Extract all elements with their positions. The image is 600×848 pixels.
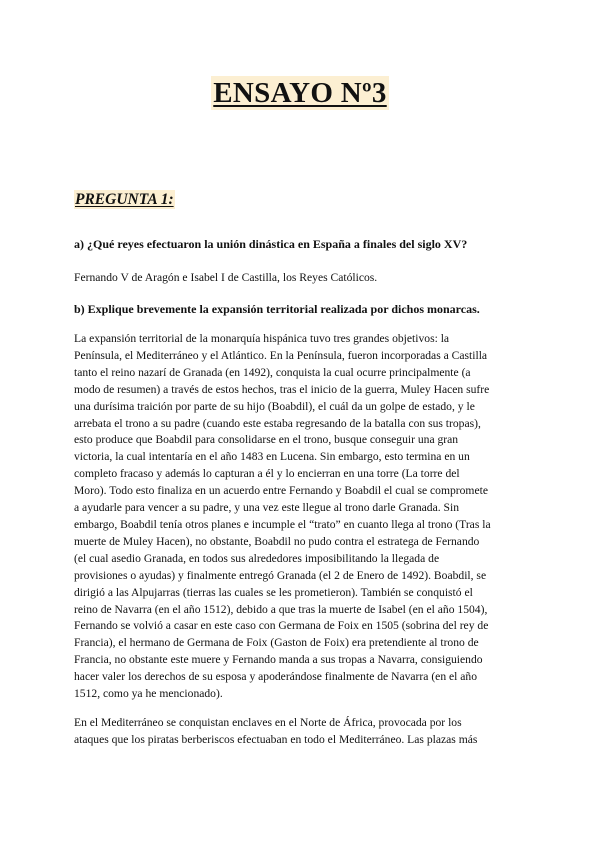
paragraph-line: provisiones o ayudas) y finalmente entregó Granada (el 2 de Enero de 1492). Boabdil, se [74,568,487,582]
paragraph-line: completo fracaso y además lo capturan a él y lo encierran en una torre (La torre del [74,467,460,481]
paragraph-line: Moro). Todo esto finaliza en un acuerdo entre Fernando y Boabdil el cual se compromete [74,484,488,498]
answer-a [74,270,536,287]
paragraph-line: 1512, como ya he mencionado). [74,687,223,701]
answer-b-paragraph-2 [74,715,536,749]
paragraph-line: Península, el Mediterráneo y el Atlántico. En la Península, fueron incorporadas a Castilla [74,348,488,362]
answer-a-text: Fernando V de Aragón e Isabel I de Castilla, los Reyes Católicos. [74,271,378,284]
question-a: a) ¿Qué reyes efectuaron la unión dinástica en España a finales del siglo XV? [74,237,468,251]
paragraph-line: dirigió a las Alpujarras (tierras las cuales se les prometieron). También se conquistó el [74,585,473,599]
paragraph-line: Fernando se volvió a casar en este caso con Germana de Foix en 1505 (sobrina del rey de [74,619,489,633]
paragraph-line: ataques que los piratas berberiscos efectuaban en todo el Mediterráneo. Las plazas más [74,732,478,746]
paragraph-line: reino de Navarra (en el año 1512), debido a que tras la muerte de Isabel (en el año 1504), [74,602,488,616]
essay-title-wrapper [0,76,600,110]
paragraph-line: victoria, la cual intentaría en el año 1483 en Lucena. Sin embargo, esto termina en un [74,450,470,464]
paragraph-line: En el Mediterráneo se conquistan enclaves en el Norte de África, provocada por los [74,716,462,729]
paragraph-line: Francia, no obstante este muere y Fernando manda a sus tropas a Navarra, consiguiendo [74,653,483,667]
essay-title: ENSAYO Nº3 [213,77,387,109]
paragraph-line: muerte de Muley Hacen), no obstante, Boabdil no pudo contra el estratega de Fernando [74,534,480,548]
paragraph-line: Francia), el hermano de Germana de Foix (Gaston de Foix) era pretendiente al trono de [74,636,479,650]
paragraph-line: hacer valer los derechos de su esposa y apoderándose finalmente de Navarra (en el año [74,670,478,684]
paragraph-line: modo de resumen) a través de estos hechos, tras el inicio de la guerra, Muley Hacen sufre [74,382,490,396]
paragraph-line: a ayudarle para vencer a su padre, y una vez este llegue al trono darle Granada. Sin [74,501,459,515]
paragraph-line: tanto el reino nazarí de Granada (en 1492), conquista la cual ocurre principalmente (a [74,365,471,379]
paragraph-line: arrebata el trono a su padre (cuando este estaba regresando de la batalla con sus tropas), [74,416,481,430]
paragraph-line: (el cual asedio Granada, en todos sus alrededores imposibilitando la llegada de [74,551,440,565]
paragraph-line: embargo, Boabdil tenía otros planes e incumple el “trato” en cuanto llega al trono (Tras la [74,517,491,531]
paragraph-line: una durísima traición por parte de su hijo (Boabdil), el cuál da un golpe de estado, y le [74,399,475,413]
section-heading: PREGUNTA 1: [75,191,174,208]
question-b: b) Explique brevemente la expansión territorial realizada por dichos monarcas. [74,302,480,316]
paragraph-line: esto produce que Boabdil para consolidarse en el trono, busque conseguir una gran [74,433,459,447]
answer-b-paragraph-1 [74,331,536,703]
paragraph-line: La expansión territorial de la monarquía hispánica tuvo tres grandes objetivos: la [74,332,450,345]
